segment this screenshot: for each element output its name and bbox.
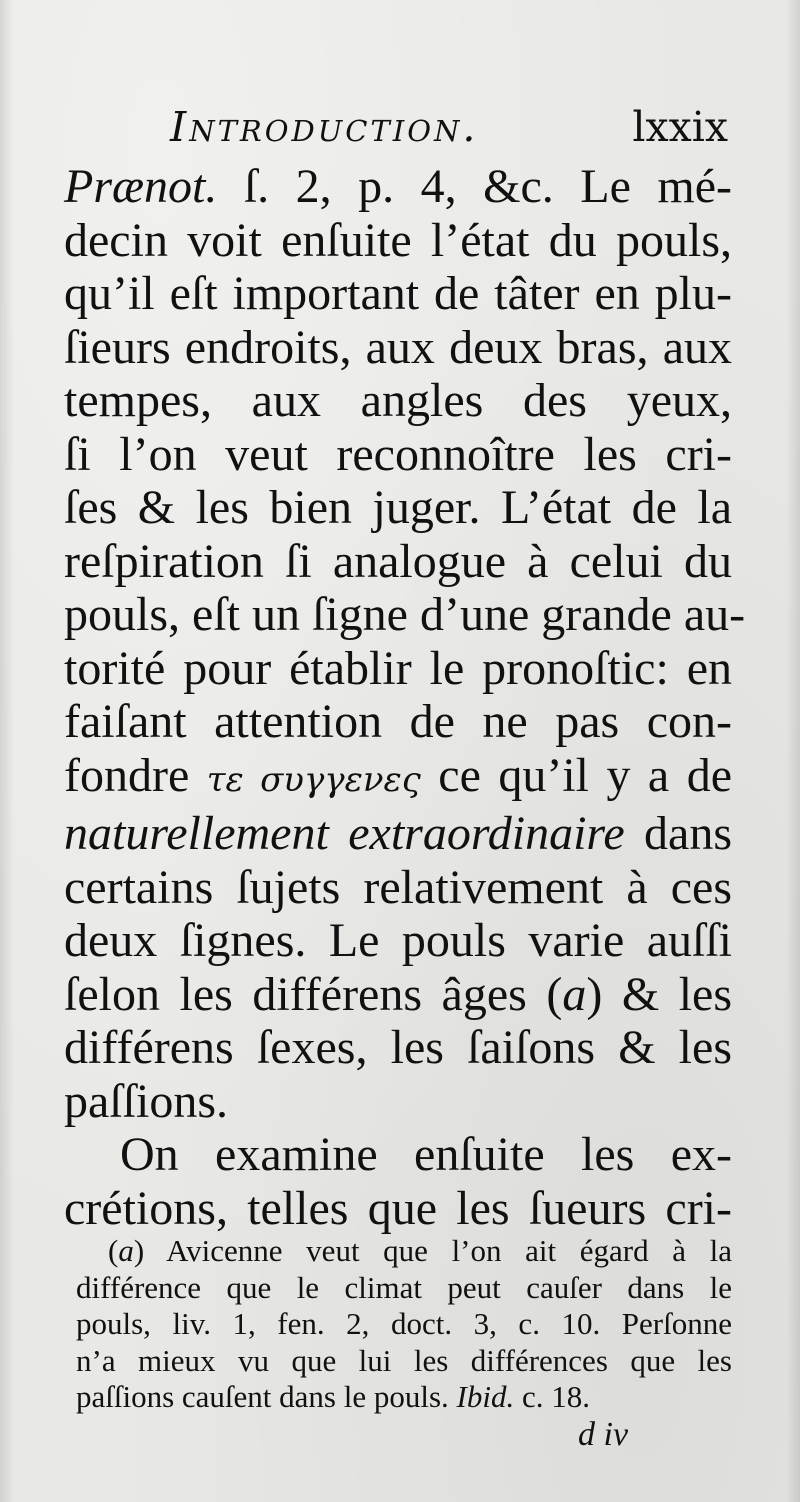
text-line-13: naturellement extraordinaire dans — [64, 807, 733, 860]
page-edge-shadow-right — [786, 0, 800, 1502]
text-line-6: ſi l’on veut reconnoître les cri- — [64, 427, 732, 481]
page-header — [0, 103, 800, 163]
text-line-1: Prænot. ſ. 2, p. 4, &c. Le mé- — [64, 160, 732, 213]
text-line-16: ſelon les différens âges (a) & les — [64, 967, 733, 1021]
text-line-20: crétions, telles que les ſueurs cri- — [64, 1181, 732, 1235]
text-line-15: deux ſignes. Le pouls varie auſſi — [64, 914, 732, 967]
text-line-5: tempes, aux angles des yeux, — [64, 374, 732, 427]
footnote-line-3: pouls, liv. 1, fen. 2, doct. 3, c. 10. Perſonne — [76, 1306, 732, 1341]
footnote-line-2: différence que le climat peut cauſer dans le — [76, 1269, 732, 1305]
signature-mark: d iv — [578, 1416, 629, 1453]
body-text — [64, 160, 746, 1235]
footnote-line-1: (a) Avicenne veut que l’on ait égard à la — [108, 1233, 732, 1268]
text-line-12: fondre τε συγγενες ce qu’il y a de — [64, 748, 732, 802]
text-line-2: decin voit enſuite l’état du pouls, — [64, 213, 732, 267]
text-line-17: différens ſexes, les ſaiſons & les — [64, 1021, 732, 1074]
text-line-9: pouls, eſt un ſigne d’une grande au- — [64, 588, 746, 641]
text-line-3: qu’il eſt important de tâter en plu- — [64, 267, 732, 320]
text-line-7: ſes & les bien juger. L’état de la — [64, 481, 732, 534]
footnote-line-4: n’a mieux vu que lui les différences que les — [76, 1342, 732, 1378]
text-line-14: certains ſujets relativement à ces — [64, 860, 732, 914]
footnote-mark: a — [118, 1233, 134, 1268]
footnote-line-5: paſſions cauſent dans le pouls. Ibid. c. 18. — [76, 1379, 590, 1414]
text-line-4: ſieurs endroits, aux deux bras, aux — [64, 320, 732, 374]
footnote — [76, 1233, 732, 1416]
text-line-10: torité pour établir le pronoſtic: en — [64, 641, 732, 695]
abbreviation-praenot: Prænot. — [64, 160, 218, 213]
running-title: Introduction. — [170, 103, 479, 151]
greek-phrase: τε συγγενες — [206, 759, 421, 800]
page-number: lxxix — [632, 103, 728, 151]
text-line-11: faiſant attention de ne pas con- — [64, 695, 732, 748]
page-edge-shadow-left — [0, 0, 14, 1502]
text-line-19: On examine enſuite les ex- — [120, 1128, 732, 1181]
text-line-18: paſſions. — [64, 1074, 228, 1128]
footnote-reference: a — [562, 967, 587, 1021]
text-line-8: reſpiration ſi analogue à celui du — [64, 534, 732, 588]
italic-phrase: naturellement extraordinaire — [64, 807, 625, 860]
ibid-abbreviation: Ibid. — [456, 1379, 515, 1414]
